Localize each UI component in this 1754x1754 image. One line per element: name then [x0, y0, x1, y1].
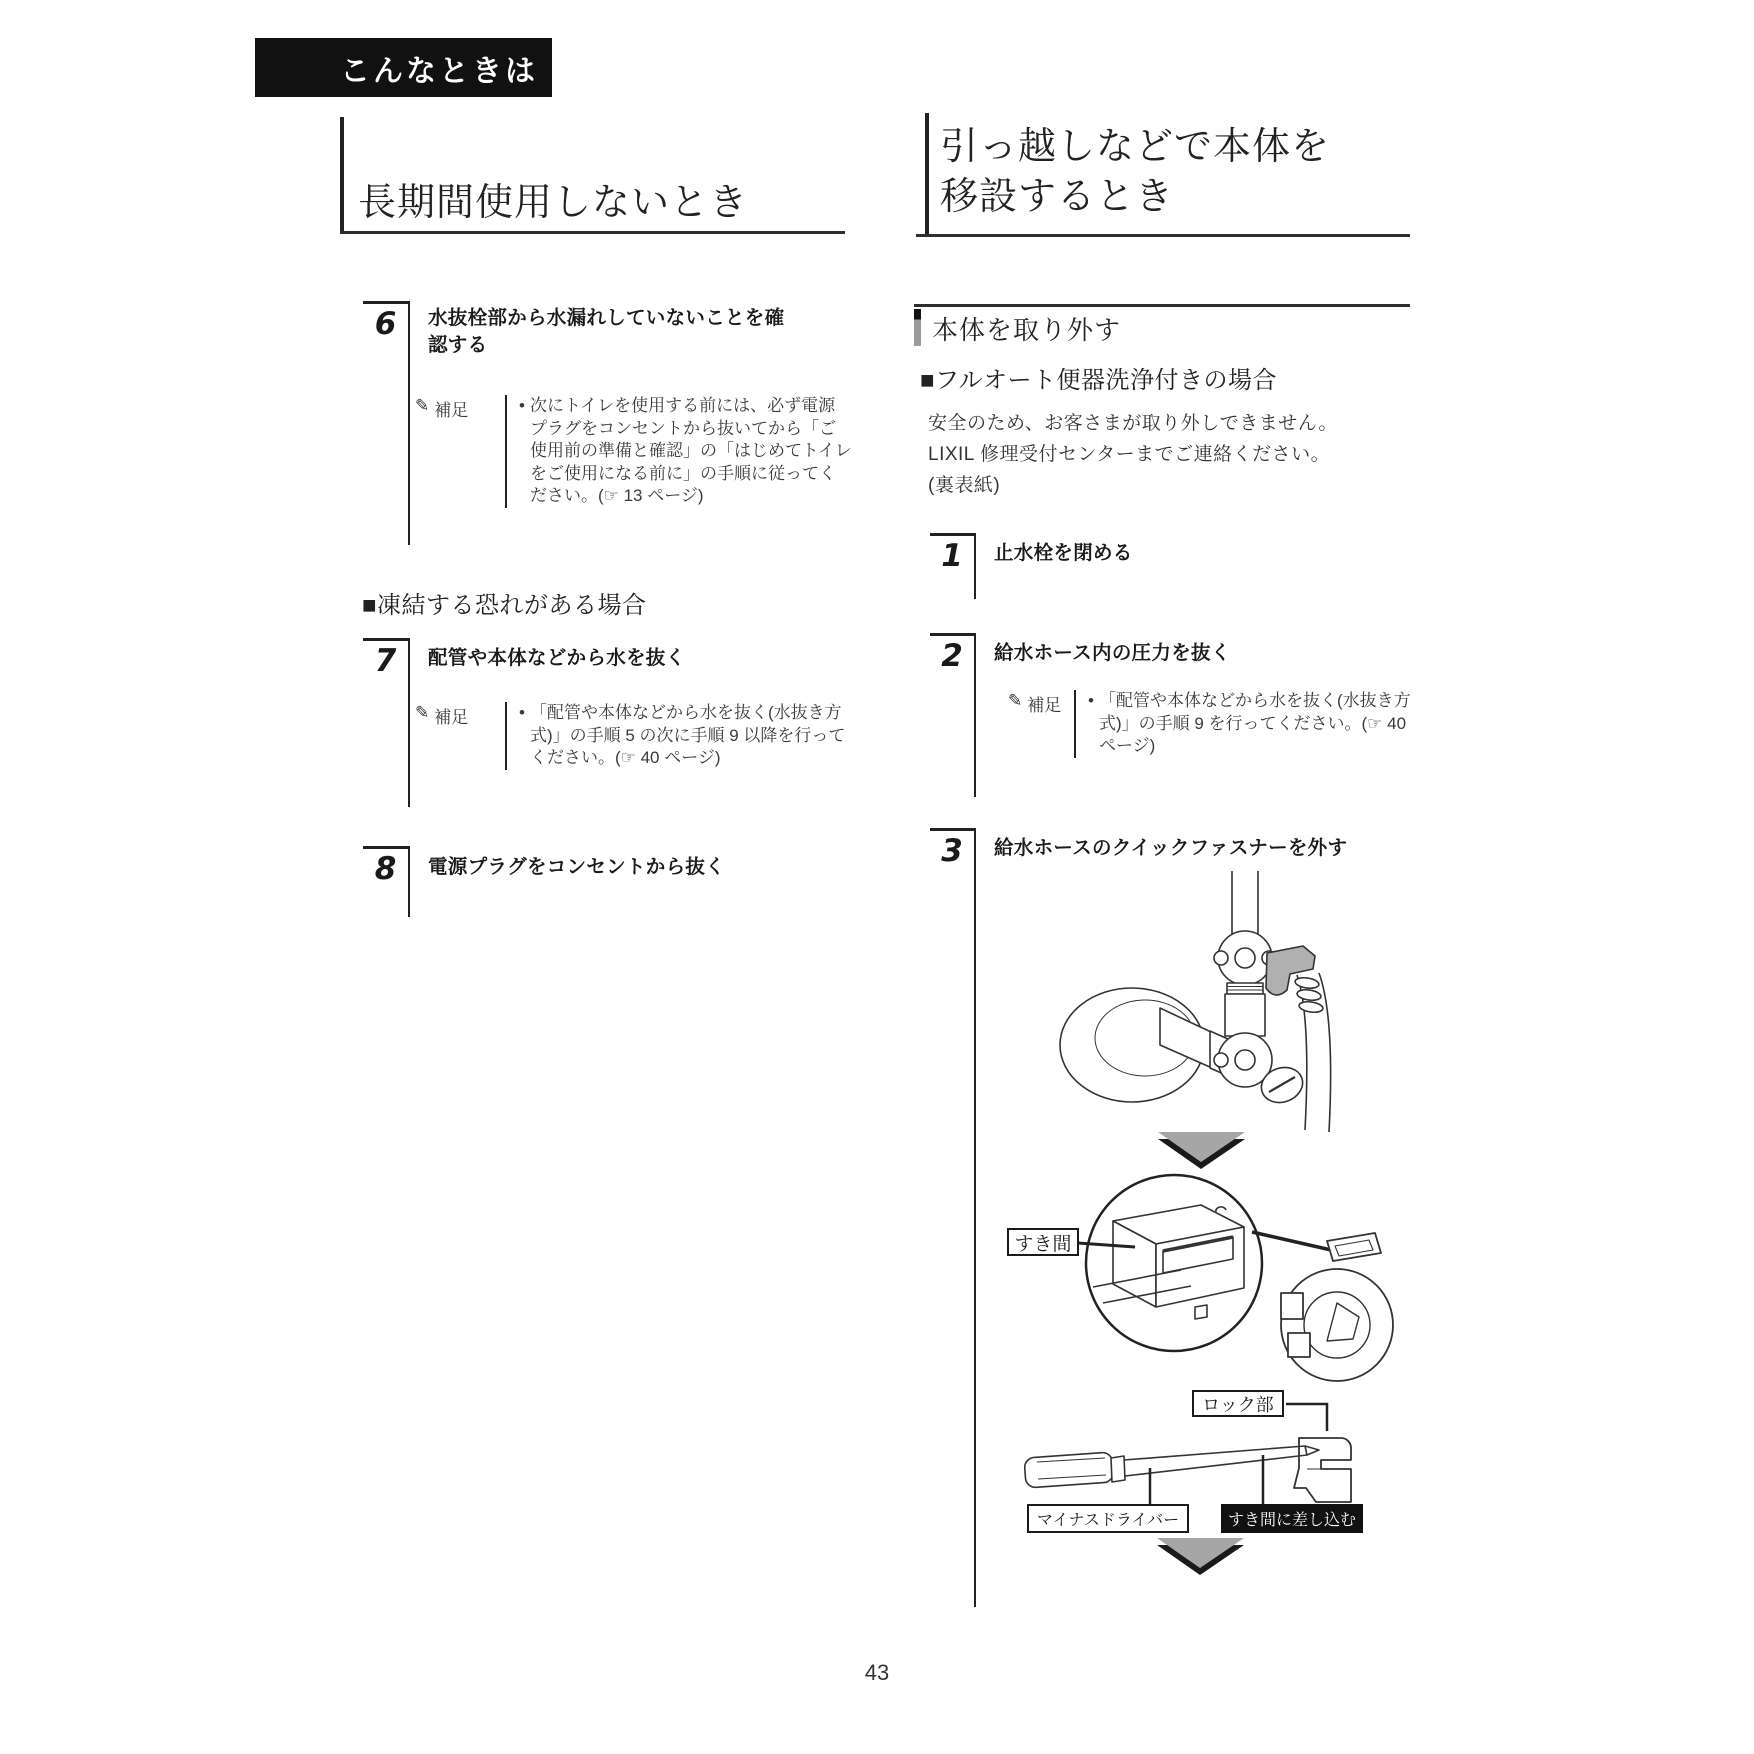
paragraph-line: (裏表紙) [928, 475, 1001, 496]
step-number: 7 [374, 643, 397, 679]
fullauto-subsection-title: ■フルオート便器洗浄付きの場合 [920, 367, 1278, 394]
magnified-gap-detail [1078, 1175, 1262, 1351]
step-6 [363, 301, 852, 545]
note-text: 次にトイレを使用する前には、必ず電源プラグをコンセントから抜いてから「ご使用前の準備と確認」の「はじめてトイレをご使用になる前に」の手順に従ってください。(☞ 13 ページ) [529, 396, 852, 505]
note-header [415, 702, 505, 770]
note-text: 「配管や本体などから水を抜く(水抜き方式)」の手順 5 の次に手順 9 以降を行ってください。(☞ 40 ページ) [529, 703, 846, 767]
step-2-title: 給水ホース内の圧力を抜く [994, 642, 1231, 664]
page-number: 43 [864, 1660, 890, 1685]
supply-hose [1294, 973, 1330, 1132]
step-number: 8 [374, 851, 397, 887]
note-body [505, 395, 852, 508]
label-insert-into-gap: すき間に差し込む [1221, 1504, 1363, 1533]
step-1-number-box [930, 533, 976, 599]
bullet: • [519, 396, 525, 415]
step-2-note [1008, 690, 1421, 758]
down-arrow-icon [1158, 1132, 1245, 1169]
pencil-icon: ✎ [1008, 691, 1023, 710]
step-number: 1 [941, 538, 963, 574]
label-screwdriver: マイナスドライバー [1027, 1504, 1189, 1533]
note-body [505, 702, 852, 770]
bullet: • [519, 703, 525, 722]
step-7-number-box [363, 638, 410, 807]
takeoff-section-rule [914, 304, 1410, 307]
step-3-number-box [930, 828, 976, 1607]
pencil-icon: ✎ [415, 396, 430, 415]
lock-bracket-illustration [1294, 1438, 1351, 1502]
bullet: • [1088, 691, 1094, 710]
step-8 [363, 846, 845, 917]
step-1 [930, 533, 1410, 599]
down-arrow-icon [1157, 1538, 1244, 1575]
step-8-title: 電源プラグをコンセントから抜く [428, 856, 725, 878]
takeoff-section-bar [914, 309, 921, 346]
paragraph-line: 安全のため、お客さまが取り外しできません。 [928, 413, 1338, 434]
note-label: 補足 [434, 708, 469, 727]
left-column-heading: 長期間使用しないとき [358, 182, 749, 224]
step-7-title: 配管や本体などから水を抜く [428, 647, 686, 669]
right-heading-rule [916, 234, 1410, 237]
step-6-title: 水抜栓部から水漏れしていないことを確認する [428, 307, 785, 356]
left-heading-rule [340, 231, 845, 234]
quick-fastener-illustration [1281, 1233, 1393, 1381]
step-2-number-box [930, 633, 976, 797]
note-header [415, 395, 505, 508]
pencil-icon: ✎ [415, 703, 430, 722]
label-gap: すき間 [1007, 1228, 1079, 1256]
note-header [1008, 690, 1074, 758]
right-heading-bar [925, 113, 929, 236]
label-lock: ロック部 [1192, 1390, 1284, 1417]
left-heading-bar [340, 117, 344, 232]
step-8-number-box [363, 846, 410, 917]
step-1-title: 止水栓を閉める [994, 542, 1133, 564]
section-badge: こんなときは [255, 38, 552, 97]
step-number: 3 [941, 833, 963, 869]
takeoff-section-title: 本体を取り外す [932, 315, 1122, 345]
screwdriver-illustration [1024, 1446, 1319, 1488]
step-6-note [415, 395, 852, 508]
step-number: 2 [941, 638, 963, 674]
paragraph-line: LIXIL 修理受付センターまでご連絡ください。 [928, 444, 1331, 465]
step-6-number-box [363, 301, 410, 545]
step-3-title: 給水ホースのクイックファスナーを外す [994, 837, 1348, 859]
note-body [1074, 690, 1421, 758]
lock-leader-line [1286, 1404, 1327, 1431]
freeze-section-heading: ■凍結する恐れがある場合 [362, 592, 647, 619]
step-number: 6 [374, 306, 397, 342]
right-column-heading-line1: 引っ越しなどで本体を [940, 126, 1331, 168]
note-label: 補足 [434, 401, 469, 420]
note-label: 補足 [1027, 696, 1062, 715]
step-7 [363, 638, 845, 807]
note-text: 「配管や本体などから水を抜く(水抜き方式)」の手順 9 を行ってください。(☞ 40 ページ) [1098, 691, 1411, 755]
step-2 [930, 633, 1410, 797]
right-column-heading-line2: 移設するとき [940, 176, 1175, 218]
step-7-note [415, 702, 852, 770]
